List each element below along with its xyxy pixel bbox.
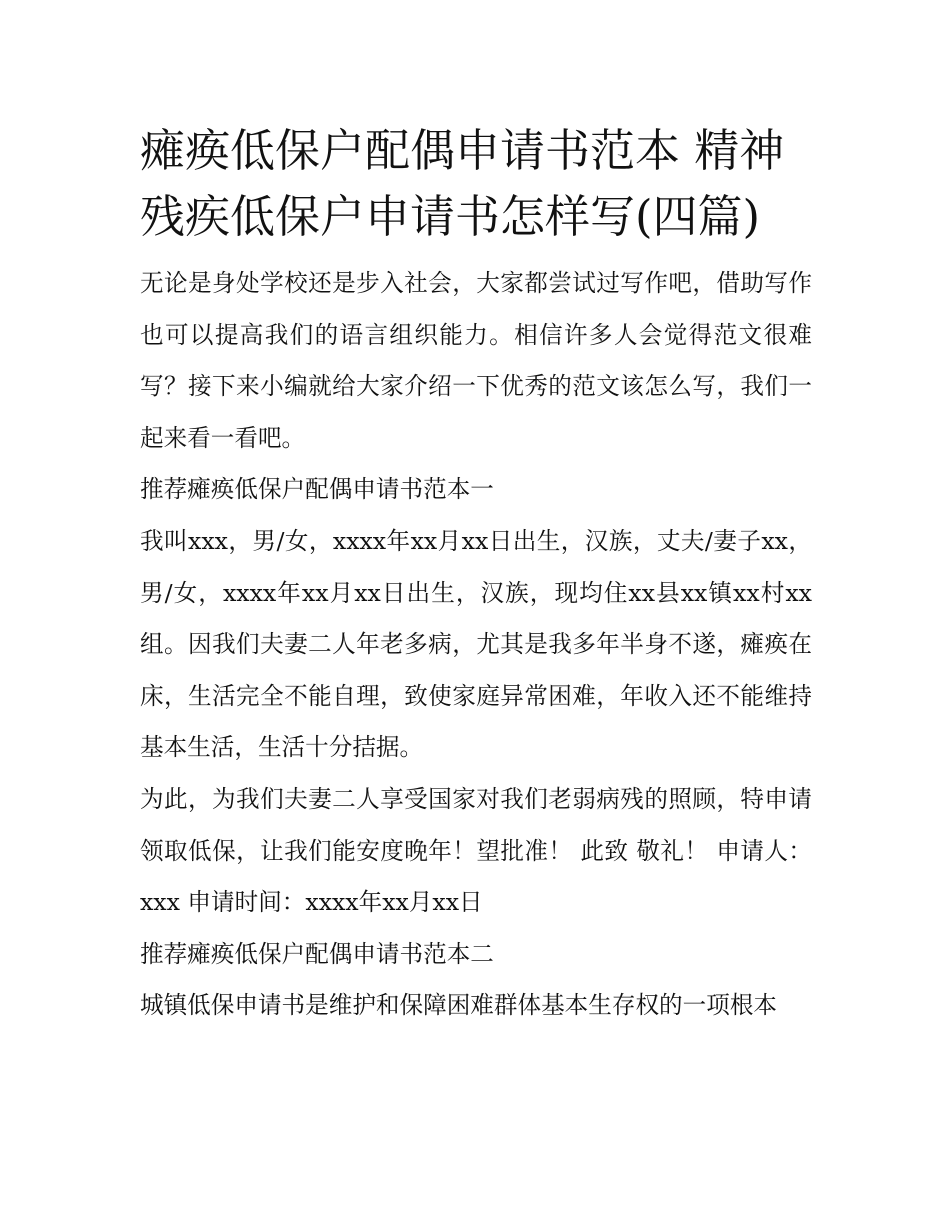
applicant-info-paragraph: 我叫xxx，男/女，xxxx年xx月xx日出生，汉族，丈夫/妻子xx，男/女，xxxx年xx月xx日出生，汉族，现均住xx县xx镇xx村xx组。因我们夫妻二人年老多病，尤其是我多年半身不遂，瘫痪在床，生活完全不能自理，致使家庭异常困难，年收入还不能维持基本生活，生活十分拮据。 (140, 526, 812, 762)
section-heading-two: 推荐瘫痪低保户配偶申请书范本二 (140, 939, 494, 968)
document-body (140, 118, 812, 1032)
document-title: 瘫痪低保户配偶申请书范本 精神残疾低保户申请书怎样写(四篇) (140, 124, 785, 243)
intro-paragraph: 无论是身处学校还是步入社会，大家都尝试过写作吧，借助写作也可以提高我们的语言组织能力。相信许多人会觉得范文很难写？接下来小编就给大家介绍一下优秀的范文该怎么写，我们一起来看一看吧。 (140, 269, 812, 452)
request-paragraph: 为此，为我们夫妻二人享受国家对我们老弱病残的照顾，特申请领取低保，让我们能安度晚年！望批准！ 此致 敬礼！ 申请人：xxx 申请时间：xxxx年xx月xx日 (140, 784, 812, 917)
section-heading-one: 推荐瘫痪低保户配偶申请书范本一 (140, 475, 494, 504)
section-two-paragraph: 城镇低保申请书是维护和保障困难群体基本生存权的一项根本 (140, 991, 778, 1020)
